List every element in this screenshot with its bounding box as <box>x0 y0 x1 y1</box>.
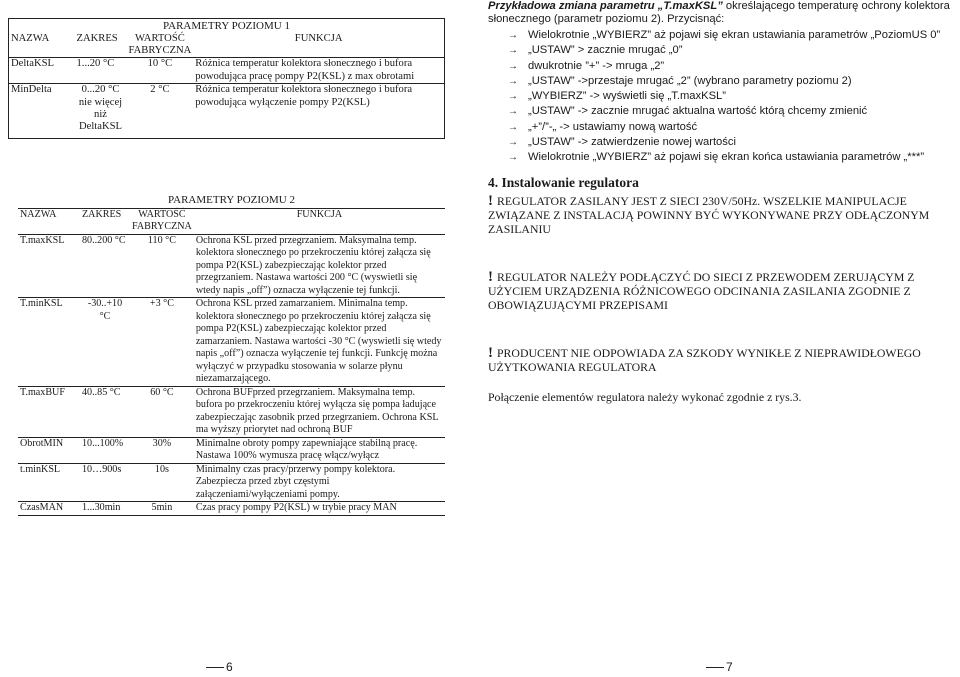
header-default-value: WARTOŚĆ FABRYCZNA <box>128 32 192 56</box>
param-name: T.minKSL <box>18 298 80 387</box>
list-item: → Wielokrotnie „WYBIERZ” aż pojawi się ekran końca ustawiania parametrów „***” <box>508 150 948 165</box>
arrow-right-icon: → <box>508 91 518 103</box>
table-row <box>18 298 445 387</box>
table-row <box>18 386 445 437</box>
table-row <box>18 437 445 463</box>
example-steps-list <box>508 28 948 166</box>
arrow-right-icon: → <box>508 106 518 118</box>
exclamation-icon: ! <box>488 269 493 285</box>
list-item: → „USTAW” -> zacznie mrugać aktualna wartość którą chcemy zmienić <box>508 104 948 119</box>
list-item: → Wielokrotnie „WYBIERZ” aż pojawi się ekran ustawiania parametrów „PoziomUS 0” <box>508 28 948 43</box>
header-function: FUNKCJA <box>194 208 445 234</box>
arrow-right-icon: → <box>508 137 518 149</box>
table-row <box>9 84 445 139</box>
param-name: CzasMAN <box>18 502 80 516</box>
page-number-left: 6 <box>206 660 233 674</box>
table-caption: PARAMETRY POZIOMU 1 <box>163 20 290 32</box>
param-default: 60 °C <box>130 386 194 437</box>
warning-grounding: ! REGULATOR NALEŻY PODŁĄCZYĆ DO SIECI Z PRZEWODEM ZERUJĄCYM Z UŻYCIEM URZĄDZENIA RÓŻNICOWEGO ODCINANIA ZASILANIA ZGODNIE Z OBOWIĄZUJĄCYMI PRZEPISAMI <box>488 269 915 313</box>
param-name: DeltaKSL <box>9 58 75 84</box>
param-name: T.maxKSL <box>18 234 80 298</box>
list-item: → dwukrotnie ”+” -> mruga „2” <box>508 59 948 74</box>
param-default: 5min <box>130 502 194 516</box>
list-item: → „+”/”-„ -> ustawiamy nową wartość <box>508 120 948 135</box>
section-title: 4. Instalowanie regulatora <box>488 175 639 190</box>
table-row <box>18 234 445 298</box>
param-name: MinDelta <box>11 84 52 96</box>
param-range: 1...20 °C <box>75 58 127 84</box>
param-name: ObrotMIN <box>18 437 80 463</box>
page-number-rule <box>706 667 724 668</box>
param-range: 0...20 °C nie więcej niż DeltaKSL <box>78 84 123 133</box>
exclamation-icon: ! <box>488 193 493 209</box>
param-default: +3 °C <box>130 298 194 387</box>
example-intro-text: określającego temperaturę ochrony kolektora słonecznego (parametr poziomu 2). Przycisnąć: <box>488 0 950 26</box>
param-function: Różnica temperatur kolektora słonecznego i bufora powodująca pracę pompy P2(KSL) z max obrotami <box>193 58 444 84</box>
param-function: Minimalny czas pracy/przerwy pompy kolektora. Zabezpiecza przed zbyt częstymi załączeniami/wyłączeniami pompy. <box>194 463 445 502</box>
table-row <box>18 463 445 502</box>
arrow-right-icon: → <box>508 45 518 57</box>
param-range: 40..85 °C <box>80 386 130 437</box>
param-range: 1...30min <box>80 502 130 516</box>
table-caption: PARAMETRY POZIOMU 2 <box>18 194 445 208</box>
param-default: 10s <box>130 463 194 502</box>
param-range: 10...100% <box>80 437 130 463</box>
table-row <box>18 502 445 516</box>
page-number-rule <box>206 667 224 668</box>
warning-power-supply: ! REGULATOR ZASILANY JEST Z SIECI 230V/50Hz. WSZELKIE MANIPULACJE ZWIĄZANE Z INSTALACJĄ POWINNY BYĆ WYKONYWANE PRZY ODŁĄCZONYM ZASILANIU <box>488 193 930 237</box>
header-range: ZAKRES <box>75 33 127 58</box>
table-row <box>9 58 445 84</box>
arrow-right-icon: → <box>508 121 518 133</box>
arrow-right-icon: → <box>508 152 518 164</box>
page-number-right: 7 <box>706 660 733 674</box>
param-range: 80..200 °C <box>80 234 130 298</box>
param-function: Minimalne obroty pompy zapewniające stabilną pracę. Nastawa 100% wymusza pracę włącz/wyłącz <box>194 437 445 463</box>
param-function: Ochrona KSL przed zamarzaniem. Minimalna temp. kolektora słonecznego po przekroczeniu której załącza się pompa P2(KSL) zabezpieczając kolektor przed zamarzaniem. Nastawa wartości -30 °C (wyswietli się wtedy napis „off”) oznacza wyłączenie tej funkcji. Funkcję można wyłączyć w przypadku stosowania w solarze płynu niezamarzającego. <box>194 298 445 387</box>
param-name: t.minKSL <box>18 463 80 502</box>
arrow-right-icon: → <box>508 30 518 41</box>
param-name: T.maxBUF <box>18 386 80 437</box>
arrow-right-icon: → <box>508 75 518 87</box>
left-page <box>0 0 465 677</box>
example-intro <box>488 0 958 27</box>
list-item: → „USTAW” -> zatwierdzenie nowej wartości <box>508 135 948 150</box>
header-name: NAZWA <box>18 208 80 234</box>
header-default-value: WARTOŚĆ FABRYCZNA <box>132 208 192 232</box>
param-default: 30% <box>130 437 194 463</box>
param-function: Ochrona BUFprzed przegrzaniem. Maksymalna temp. bufora po przekroczeniu której wyłącza się pompa ładujące zabezpieczając zasobnik przed przegrzaniem. Ochrona KSL ma wyższy priorytet nad ochroną BUF <box>194 386 445 437</box>
param-default: 10 °C <box>127 58 194 84</box>
param-default: 2 °C <box>150 84 170 96</box>
example-title: Przykładowa zmiana parametru „T.maxKSL” <box>488 0 723 12</box>
header-function: FUNKCJA <box>193 33 444 58</box>
exclamation-icon: ! <box>488 345 493 361</box>
param-default: 110 °C <box>130 234 194 298</box>
header-name: NAZWA <box>9 33 75 58</box>
param-range: -30..+10 °C <box>80 298 130 387</box>
param-function: Różnica temperatur kolektora słonecznego i bufora powodująca wyłączenie pompy P2(KSL) <box>195 84 413 108</box>
arrow-right-icon: → <box>508 60 518 72</box>
param-range: 10…900s <box>80 463 130 502</box>
list-item: → „USTAW” ->przestaje mrugać „2” (wybrano parametry poziomu 2) <box>508 74 948 89</box>
header-range: ZAKRES <box>80 208 130 234</box>
parameters-level-2-table <box>18 194 445 516</box>
list-item: → „USTAW” > zacznie mrugać „0” <box>508 43 948 58</box>
parameters-level-1-table <box>8 18 445 139</box>
right-page <box>480 0 960 677</box>
connection-note: Połączenie elementów regulatora należy wykonać zgodnie z rys.3. <box>488 390 802 404</box>
param-function: Czas pracy pompy P2(KSL) w trybie pracy MAN <box>194 502 445 516</box>
param-function: Ochrona KSL przed przegrzaniem. Maksymalna temp. kolektora słonecznego po przekroczeniu której załącza się pompa P2(KSL) zabezpieczając kolektor przed przegrzaniem. Nastawa wartości 200 °C (wyswietli się wtedy napis „off”) oznacza wyłączenie tej funkcji. <box>194 234 445 298</box>
warning-liability: ! PRODUCENT NIE ODPOWIADA ZA SZKODY WYNIKŁE Z NIEPRAWIDŁOWEGO UŻYTKOWANIA REGULATORA <box>488 345 921 375</box>
list-item: → „WYBIERZ” -> wyświetli się „T.maxKSL” <box>508 89 948 104</box>
